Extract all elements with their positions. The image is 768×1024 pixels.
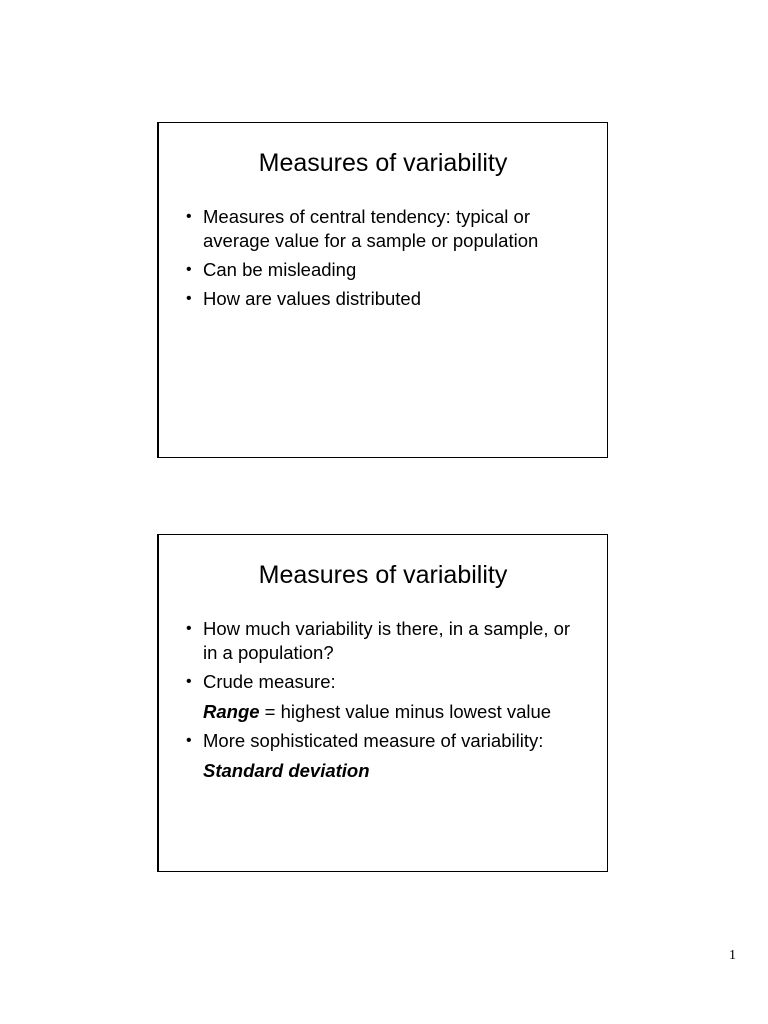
std-deviation-line (186, 759, 589, 783)
bullet-text: More sophisticated measure of variability: (203, 730, 544, 751)
bullet-dot-icon: • (186, 732, 192, 749)
bullet-dot-icon: • (186, 620, 192, 637)
bullet-item (186, 205, 589, 253)
bullet-item (186, 258, 589, 282)
bullet-text: How much variability is there, in a sample, or in a population? (203, 618, 571, 663)
bullet-text: Measures of central tendency: typical or average value for a sample or population (203, 206, 539, 251)
slide-2 (158, 534, 608, 872)
slide-title: Measures of variability (258, 149, 508, 177)
bullet-dot-icon: • (186, 208, 192, 225)
bullet-item (186, 729, 589, 753)
range-term: Range (203, 701, 260, 722)
slide-1 (158, 122, 608, 458)
slide-title: Measures of variability (258, 561, 508, 589)
page-number: 1 (729, 948, 736, 963)
std-deviation-term: Standard deviation (203, 760, 370, 781)
bullet-item (186, 287, 589, 311)
bullet-dot-icon: • (186, 290, 192, 307)
bullet-item (186, 617, 589, 665)
bullet-list (186, 617, 589, 788)
bullet-item (186, 670, 589, 694)
range-definition-line (186, 700, 589, 724)
bullet-list (186, 205, 589, 316)
bullet-text: Can be misleading (203, 259, 357, 280)
bullet-dot-icon: • (186, 261, 192, 278)
bullet-text: How are values distributed (203, 288, 421, 309)
range-definition: = highest value minus lowest value (259, 701, 552, 722)
bullet-dot-icon: • (186, 673, 192, 690)
bullet-text: Crude measure: (203, 671, 336, 692)
